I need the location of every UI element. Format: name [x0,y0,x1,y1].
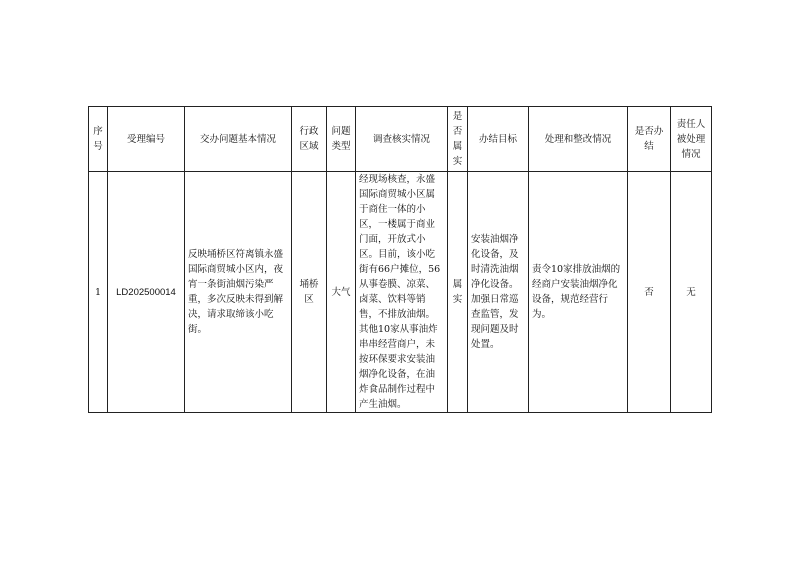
cell-seq: 1 [89,172,108,413]
cell-issue: 反映埇桥区符离镇永盛国际商贸城小区内，夜宵一条街油烟污染严重，多次反映未得到解决，请求取缔该小吃街。 [185,172,292,413]
cell-category: 大气 [327,172,356,413]
header-verified: 是否属实 [448,107,468,172]
cell-handling: 责令10家排放油烟的经商户安装油烟净化设备，规范经营行为。 [529,172,628,413]
header-target: 办结目标 [468,107,529,172]
cell-investigation: 经现场核查，永盛国际商贸城小区属于商住一体的小区，一楼属于商业门面，开放式小区。目前，该小吃街有66户摊位，56从事卷膜、凉菜、卤菜、饮料等销售，不排放油烟。其他10家从事油炸串串经营商户，未按环保要求安装油烟净化设备，在油炸食品制作过程中产生油烟。 [356,172,448,413]
header-seq: 序号 [89,107,108,172]
cell-target: 安装油烟净化设备，及时清洗油烟净化设备。加强日常巡查监管，发现问题及时处置。 [468,172,529,413]
cell-verified: 属实 [448,172,468,413]
table-header-row [89,107,712,172]
header-investigation: 调查核实情况 [356,107,448,172]
table-row [89,172,712,413]
report-table [88,106,712,413]
header-concluded: 是否办结 [628,107,671,172]
header-issue: 交办问题基本情况 [185,107,292,172]
header-acceptance-no: 受理编号 [108,107,185,172]
header-district: 行政区域 [292,107,327,172]
header-accountability: 责任人被处理情况 [671,107,712,172]
cell-acceptance-no: LD202500014 [108,172,185,413]
header-category: 问题类型 [327,107,356,172]
cell-accountability: 无 [671,172,712,413]
cell-district: 埇桥区 [292,172,327,413]
header-handling: 处理和整改情况 [529,107,628,172]
cell-concluded: 否 [628,172,671,413]
